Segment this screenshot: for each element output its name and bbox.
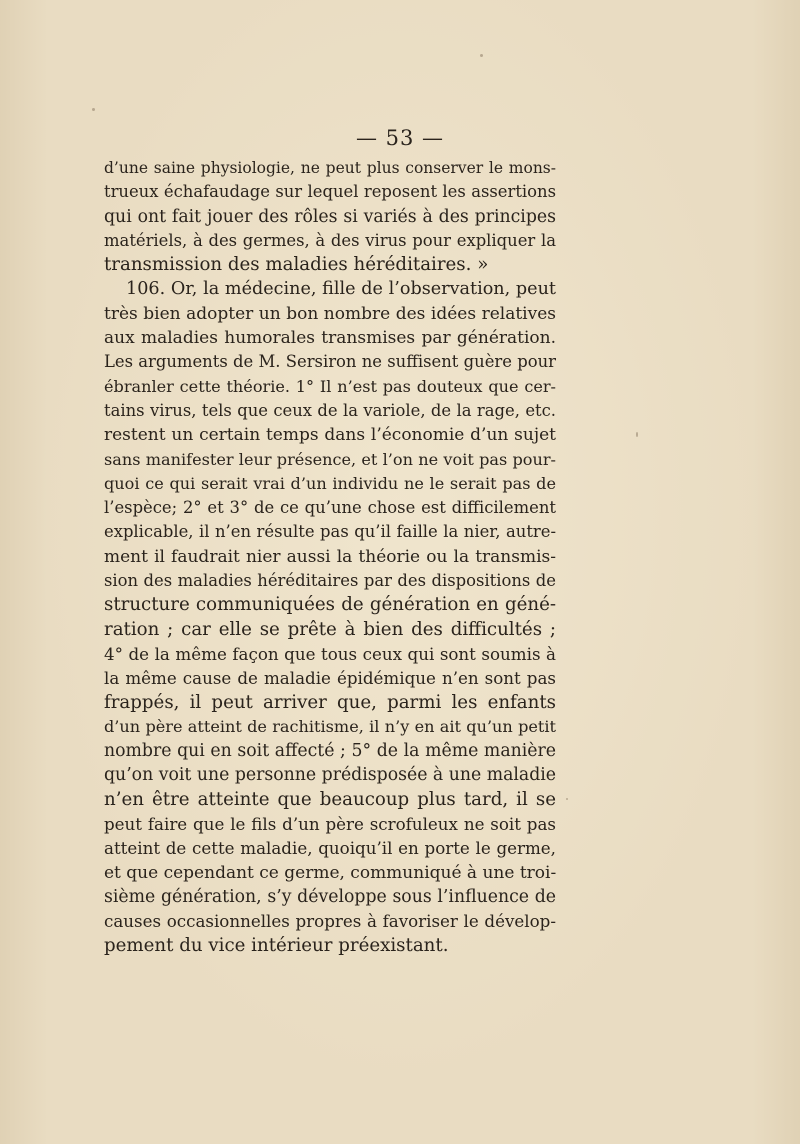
paper-speck <box>636 432 638 437</box>
text-line: peut faire que le fils d’un père scrofuleux ne soit pas <box>104 814 556 835</box>
text-line: ment il faudrait nier aussi la théorie ou la transmis- <box>104 546 556 567</box>
text-line: et que cependant ce germe, communiqué à une troi- <box>104 862 556 883</box>
text-line: nombre qui en soit affecté ; 5° de la même manière <box>104 741 556 762</box>
text-line: d’une saine physiologie, ne peut plus conserver le mons- <box>104 159 556 177</box>
text-line: explicable, il n’en résulte pas qu’il faille la nier, autre- <box>104 522 556 542</box>
text-line: atteint de cette maladie, quoiqu’il en porte le germe, <box>104 838 556 859</box>
text-line: aux maladies humorales transmises par génération. <box>104 328 556 349</box>
text-line: l’espèce; 2° et 3° de ce qu’une chose est difficilement <box>104 498 556 518</box>
text-line: n’en être atteinte que beaucoup plus tard, il se <box>104 788 556 810</box>
text-line: quoi ce qui serait vrai d’un individu ne le serait pas de <box>104 473 556 493</box>
text-line: transmission des maladies héréditaires. » <box>104 254 489 276</box>
text-line: sième génération, s’y développe sous l’influence de <box>104 886 556 907</box>
text-line: trueux échafaudage sur lequel reposent les assertions <box>104 182 556 202</box>
text-line: causes occasionnelles propres à favoriser le dévelop- <box>104 911 556 932</box>
paper-speck <box>480 54 483 57</box>
paper-speck <box>92 108 95 111</box>
text-line: qui ont fait jouer des rôles si variés à des principes <box>104 206 556 227</box>
text-line: tains virus, tels que ceux de la variole, de la rage, etc. <box>104 400 556 420</box>
paper-speck <box>566 798 568 800</box>
text-line: structure communiquées de génération en géné- <box>104 594 556 616</box>
text-line: d’un père atteint de rachitisme, il n’y en ait qu’un petit <box>104 716 556 736</box>
page-number: — 53 — <box>355 126 445 150</box>
text-line: ration ; car elle se prête à bien des difficultés ; <box>104 618 556 640</box>
text-line: 106. Or, la médecine, fille de l’observation, peut <box>126 279 556 300</box>
text-line: ébranler cette théorie. 1° Il n’est pas douteux que cer- <box>104 376 556 396</box>
text-line: qu’on voit une personne prédisposée à une maladie <box>104 765 556 786</box>
text-line: très bien adopter un bon nombre des idées relatives <box>104 303 556 324</box>
text-line: restent un certain temps dans l’économie d’un sujet <box>104 425 556 446</box>
text-line: la même cause de maladie épidémique n’en sont pas <box>104 668 556 689</box>
text-line: Les arguments de M. Sersiron ne suffisent guère pour <box>104 352 556 372</box>
text-line: frappés, il peut arriver que, parmi les enfants <box>104 691 556 713</box>
text-line: sans manifester leur présence, et l’on ne voit pas pour- <box>104 449 556 469</box>
text-line: sion des maladies héréditaires par des dispositions de <box>104 571 556 591</box>
text-line: matériels, à des germes, à des virus pour expliquer la <box>104 230 556 250</box>
body-text <box>104 156 556 958</box>
text-line: pement du vice intérieur préexistant. <box>104 934 449 956</box>
text-line: 4° de la même façon que tous ceux qui sont soumis à <box>104 643 556 664</box>
